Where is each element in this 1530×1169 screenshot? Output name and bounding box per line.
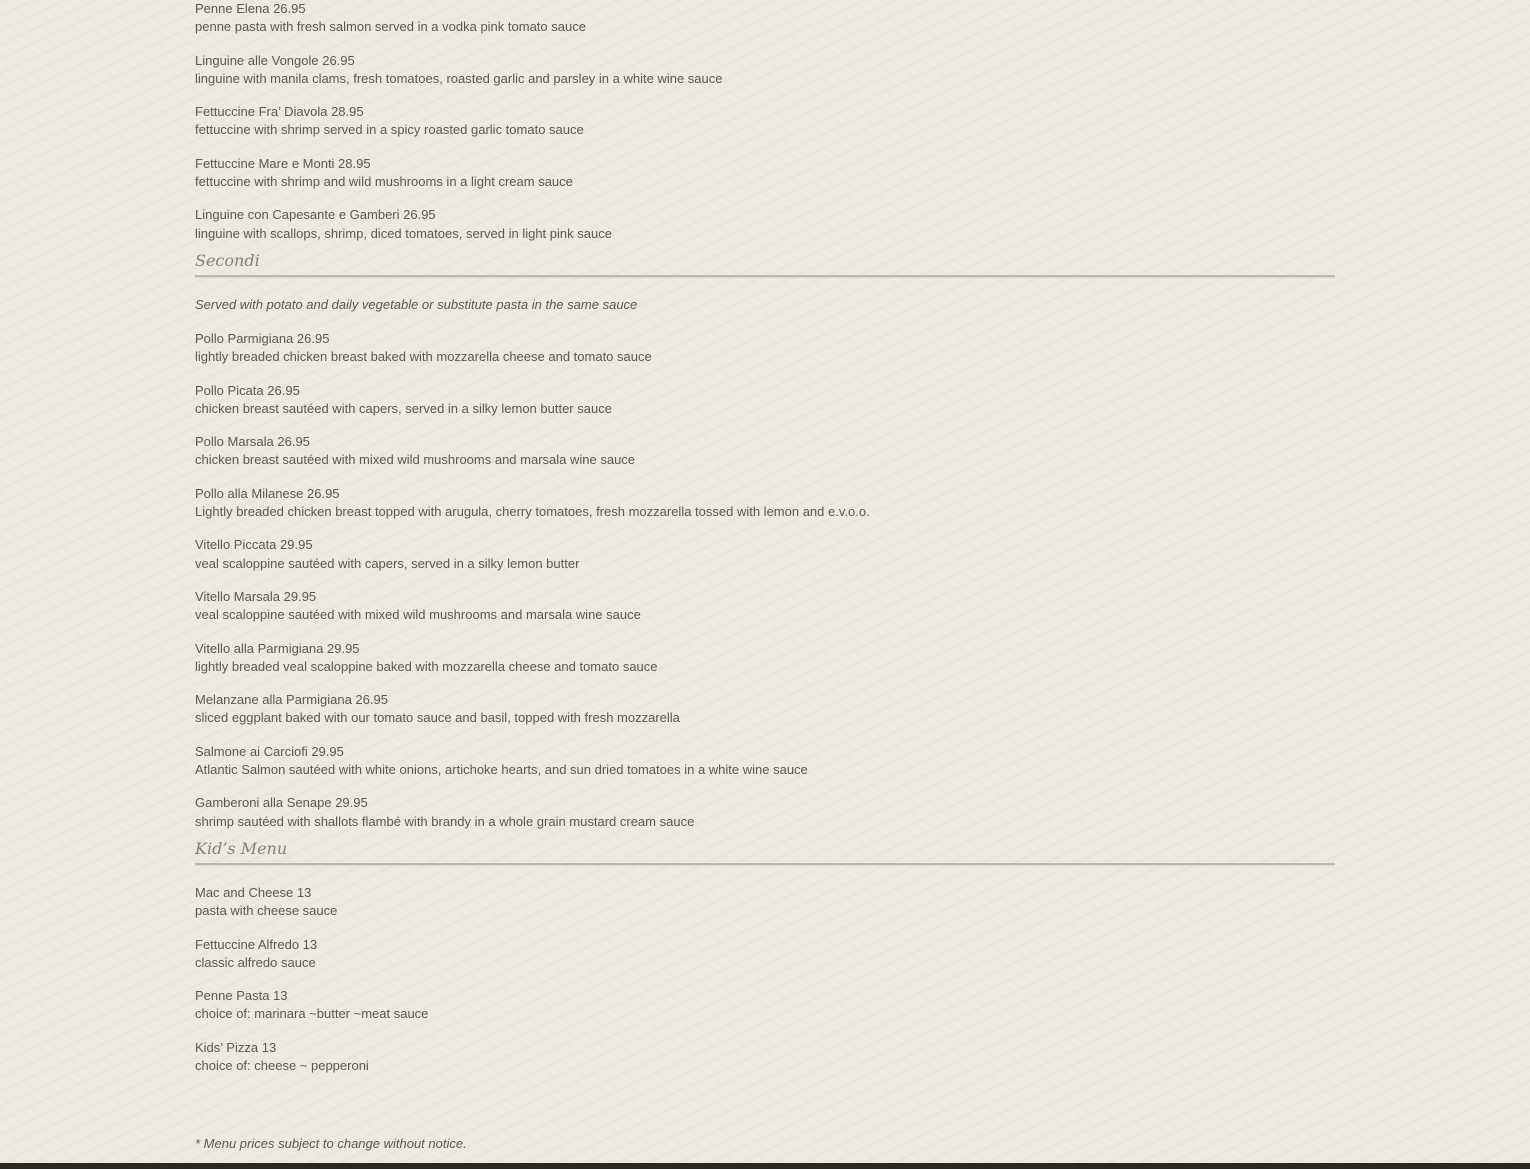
section-heading-secondi: Secondi bbox=[195, 250, 260, 270]
menu-item-description: veal scaloppine sautéed with mixed wild mushrooms and marsala wine sauce bbox=[195, 607, 641, 623]
menu-item bbox=[195, 206, 1335, 243]
menu-item-description: fettuccine with shrimp and wild mushrooms in a light cream sauce bbox=[195, 174, 573, 190]
menu-item-description: fettuccine with shrimp served in a spicy roasted garlic tomato sauce bbox=[195, 122, 584, 138]
section-divider bbox=[195, 863, 1335, 866]
menu-item-description: chicken breast sautéed with mixed wild mushrooms and marsala wine sauce bbox=[195, 452, 636, 468]
pasta-section bbox=[195, 0, 1335, 243]
menu-item-name: Pollo Marsala 26.95 bbox=[195, 434, 310, 450]
menu-item-name: Linguine alle Vongole 26.95 bbox=[195, 52, 355, 68]
menu-item-name: Mac and Cheese 13 bbox=[195, 884, 312, 900]
menu-item-name: Fettuccine Mare e Monti 28.95 bbox=[195, 155, 371, 171]
menu-content bbox=[195, 0, 1335, 1090]
menu-item-description: chicken breast sautéed with capers, served in a silky lemon butter sauce bbox=[195, 400, 612, 416]
menu-item-description: Lightly breaded chicken breast topped with arugula, cherry tomatoes, fresh mozzarella tossed with lemon and e.v.o.o. bbox=[195, 504, 870, 520]
menu-item bbox=[195, 330, 1335, 367]
menu-item-name: Pollo Picata 26.95 bbox=[195, 382, 300, 398]
menu-item-description: sliced eggplant baked with our tomato sauce and basil, topped with fresh mozzarella bbox=[195, 710, 680, 726]
menu-item-description: pasta with cheese sauce bbox=[195, 903, 338, 919]
menu-item-name: Linguine con Capesante e Gamberi 26.95 bbox=[195, 207, 436, 223]
menu-item bbox=[195, 588, 1335, 625]
menu-item bbox=[195, 0, 1335, 37]
menu-item-description: choice of: marinara ~butter ~meat sauce bbox=[195, 1006, 429, 1022]
secondi-section bbox=[195, 251, 1335, 831]
footer-bar bbox=[0, 1163, 1530, 1169]
menu-item-name: Penne Elena 26.95 bbox=[195, 1, 306, 16]
menu-item bbox=[195, 103, 1335, 140]
menu-item bbox=[195, 382, 1335, 419]
menu-item-name: Vitello alla Parmigiana 29.95 bbox=[195, 640, 360, 656]
menu-item bbox=[195, 884, 1335, 921]
section-divider bbox=[195, 275, 1335, 278]
menu-item-name: Vitello Marsala 29.95 bbox=[195, 588, 317, 604]
menu-item bbox=[195, 640, 1335, 677]
menu-item-description: classic alfredo sauce bbox=[195, 954, 316, 970]
price-disclaimer: * Menu prices subject to change without notice. bbox=[195, 1136, 467, 1151]
section-note: Served with potato and daily vegetable or substitute pasta in the same sauce bbox=[195, 296, 638, 312]
menu-item-description: Atlantic Salmon sautéed with white onions, artichoke hearts, and sun dried tomatoes in a white wine sauce bbox=[195, 762, 808, 778]
menu-item-name: Penne Pasta 13 bbox=[195, 988, 288, 1004]
menu-item-name: Pollo Parmigiana 26.95 bbox=[195, 330, 330, 346]
menu-item bbox=[195, 987, 1335, 1024]
menu-item bbox=[195, 536, 1335, 573]
section-heading-kids-menu: Kid’s Menu bbox=[195, 838, 288, 858]
menu-item-name: Fettuccine Fra’ Diavola 28.95 bbox=[195, 104, 364, 120]
menu-item bbox=[195, 691, 1335, 728]
menu-item-description: shrimp sautéed with shallots flambé with brandy in a whole grain mustard cream sauce bbox=[195, 813, 695, 829]
menu-item-description: veal scaloppine sautéed with capers, served in a silky lemon butter bbox=[195, 555, 580, 571]
menu-item-name: Fettuccine Alfredo 13 bbox=[195, 936, 318, 952]
menu-item bbox=[195, 52, 1335, 89]
menu-item bbox=[195, 794, 1335, 831]
menu-item bbox=[195, 433, 1335, 470]
menu-item bbox=[195, 743, 1335, 780]
menu-item-name: Vitello Piccata 29.95 bbox=[195, 537, 313, 553]
kids-menu-section bbox=[195, 839, 1335, 1075]
menu-item bbox=[195, 1039, 1335, 1076]
menu-item-description: linguine with scallops, shrimp, diced tomatoes, served in light pink sauce bbox=[195, 225, 612, 241]
menu-item-name: Melanzane alla Parmigiana 26.95 bbox=[195, 692, 388, 708]
menu-item-name: Pollo alla Milanese 26.95 bbox=[195, 485, 340, 501]
menu-item-description: choice of: cheese ~ pepperoni bbox=[195, 1057, 369, 1073]
menu-item-name: Kids’ Pizza 13 bbox=[195, 1039, 277, 1055]
menu-item-name: Gamberoni alla Senape 29.95 bbox=[195, 795, 368, 811]
menu-item-description: penne pasta with fresh salmon served in a vodka pink tomato sauce bbox=[195, 19, 586, 35]
menu-item bbox=[195, 155, 1335, 192]
menu-item-description: linguine with manila clams, fresh tomatoes, roasted garlic and parsley in a white wine sauce bbox=[195, 70, 723, 86]
menu-item bbox=[195, 485, 1335, 522]
menu-item-description: lightly breaded chicken breast baked with mozzarella cheese and tomato sauce bbox=[195, 349, 652, 365]
menu-item bbox=[195, 936, 1335, 973]
menu-item-name: Salmone ai Carciofi 29.95 bbox=[195, 743, 344, 759]
menu-item-description: lightly breaded veal scaloppine baked with mozzarella cheese and tomato sauce bbox=[195, 658, 658, 674]
